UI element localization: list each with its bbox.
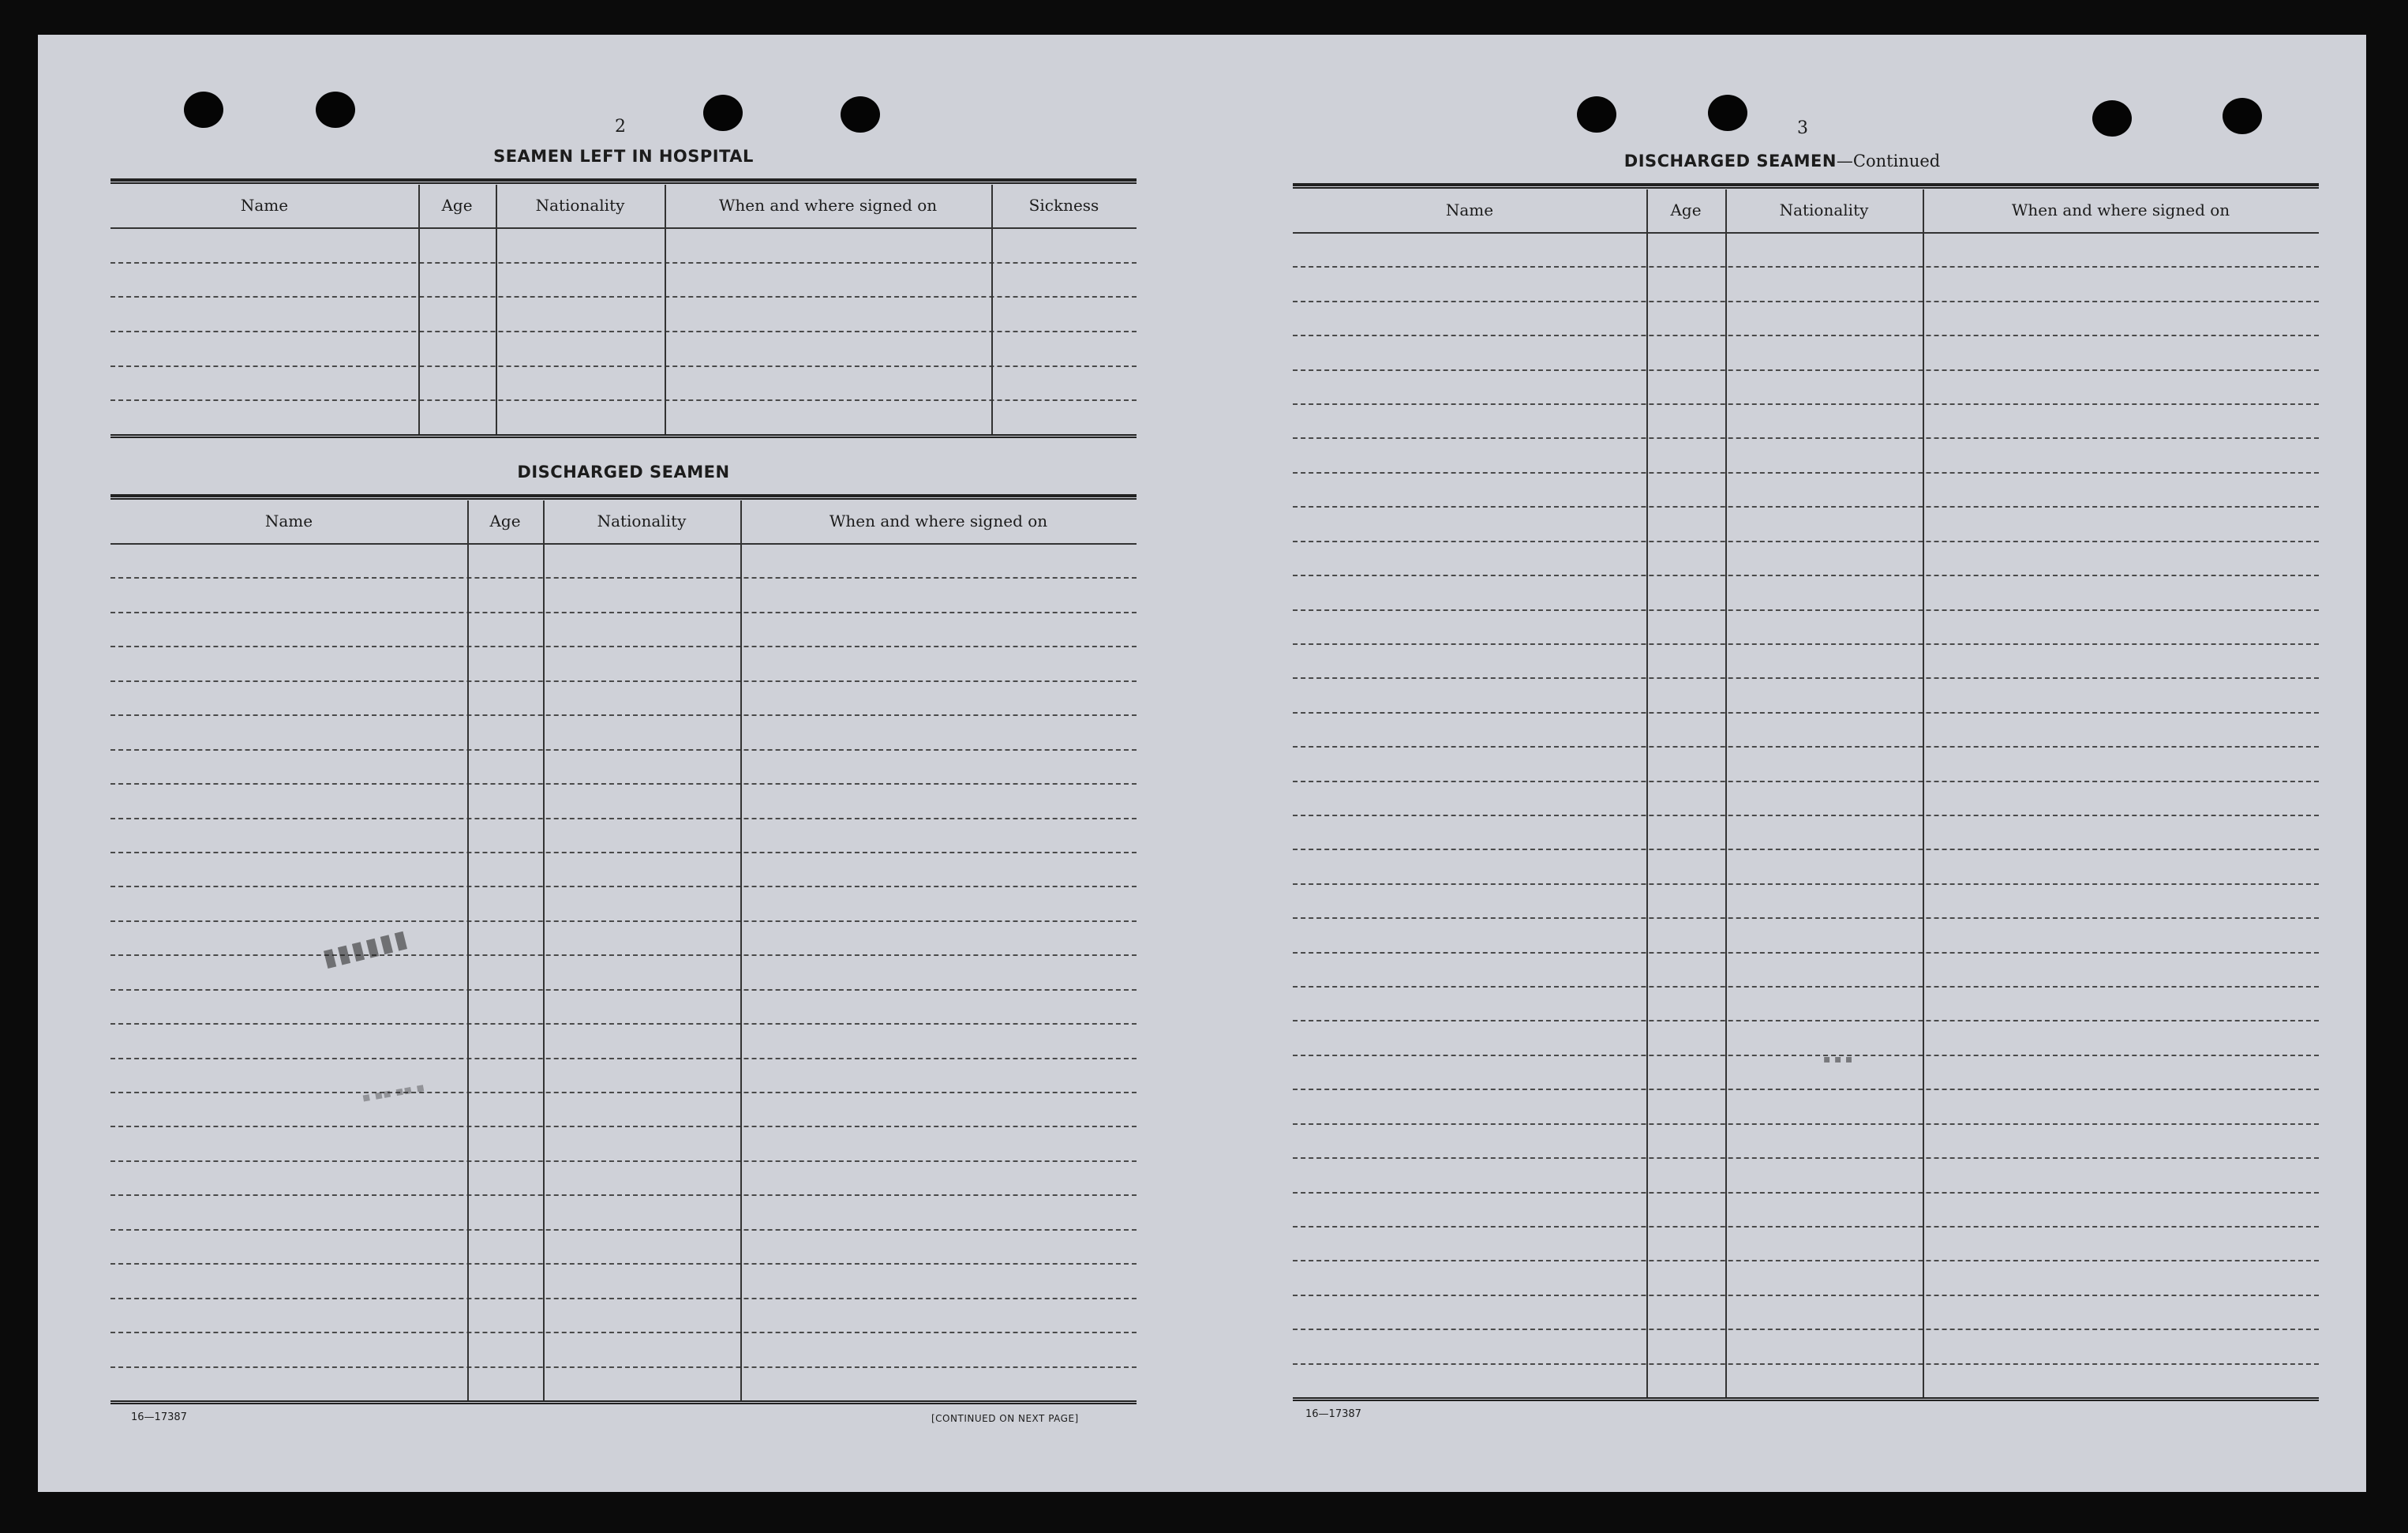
ink-smudge: ▪ ▪▪ ▪▪ ▪	[360, 1079, 426, 1105]
table-row-rule	[110, 852, 1137, 853]
column-divider	[496, 185, 497, 434]
hospital-table	[110, 178, 1137, 482]
table-row-rule	[1293, 1020, 2319, 1021]
table-row-rule	[1293, 506, 2319, 508]
table-row-rule	[110, 714, 1137, 716]
hospital-section-title: SEAMEN LEFT IN HOSPITAL	[493, 147, 754, 166]
column-header: When and where signed on	[829, 512, 1048, 530]
table-top-rule	[110, 494, 1137, 500]
discharged-continued-table	[1293, 183, 2319, 1402]
ink-speck: ▪ ▪ ▪	[1823, 1053, 1853, 1066]
column-divider	[665, 185, 666, 434]
table-row-rule	[110, 1194, 1137, 1196]
column-divider	[1725, 189, 1727, 1397]
table-row-rule	[1293, 815, 2319, 816]
table-row-rule	[110, 1263, 1137, 1265]
column-header: Sickness	[1028, 196, 1099, 215]
header-divider	[110, 227, 1137, 229]
table-row-rule	[1293, 781, 2319, 782]
table-row-rule	[1293, 1192, 2319, 1194]
table-top-rule	[110, 178, 1137, 184]
ink-smudge: ▮▮▮▮▮▮	[320, 924, 412, 973]
table-row-rule	[1293, 677, 2319, 679]
page-number-right: 3	[1797, 118, 1808, 138]
table-bottom-rule	[110, 1400, 1137, 1404]
table-row-rule	[110, 577, 1137, 579]
table-row-rule	[1293, 952, 2319, 954]
column-header: When and where signed on	[718, 196, 938, 215]
table-row-rule	[1293, 609, 2319, 611]
column-divider	[1923, 189, 1924, 1397]
continued-note: [CONTINUED ON NEXT PAGE]	[931, 1413, 1079, 1424]
discharged-section-title: DISCHARGED SEAMEN	[517, 463, 730, 482]
column-header: Age	[1670, 201, 1702, 219]
table-row-rule	[1293, 1123, 2319, 1125]
punch-hole	[1708, 95, 1747, 131]
table-row-rule	[110, 818, 1137, 819]
column-divider	[991, 185, 993, 434]
table-row-rule	[1293, 1226, 2319, 1228]
header-divider	[1293, 232, 2319, 234]
table-row-rule	[110, 1092, 1137, 1093]
header-divider	[110, 543, 1137, 545]
table-row-rule	[110, 920, 1137, 922]
punch-hole	[184, 92, 223, 128]
table-row-rule	[1293, 1157, 2319, 1159]
table-row-rule	[1293, 575, 2319, 576]
table-row-rule	[110, 1058, 1137, 1059]
table-row-rule	[110, 365, 1137, 367]
table-row-rule	[1293, 472, 2319, 474]
column-header: Name	[264, 512, 313, 530]
table-row-rule	[1293, 643, 2319, 645]
table-row-rule	[1293, 1089, 2319, 1090]
table-row-rule	[110, 680, 1137, 682]
column-header: Nationality	[1779, 201, 1869, 219]
table-row-rule	[110, 749, 1137, 751]
table-row-rule	[1293, 746, 2319, 748]
table-row-rule	[110, 1229, 1137, 1231]
table-row-rule	[1293, 335, 2319, 336]
table-row-rule	[110, 989, 1137, 991]
table-row-rule	[110, 1023, 1137, 1025]
column-divider	[543, 500, 545, 1400]
table-row-rule	[1293, 403, 2319, 405]
punch-hole	[2092, 100, 2132, 137]
table-row-rule	[1293, 883, 2319, 885]
table-row-rule	[1293, 1363, 2319, 1365]
column-divider	[740, 500, 742, 1400]
table-row-rule	[110, 296, 1137, 298]
table-row-rule	[110, 331, 1137, 332]
page-number-left: 2	[615, 117, 626, 137]
form-number-left: 16—17387	[131, 1411, 187, 1423]
table-row-rule	[1293, 1055, 2319, 1056]
column-divider	[418, 185, 420, 434]
table-row-rule	[110, 886, 1137, 887]
column-header: Name	[1445, 201, 1494, 219]
table-row-rule	[110, 646, 1137, 647]
table-row-rule	[110, 1126, 1137, 1127]
table-row-rule	[1293, 1260, 2319, 1261]
column-header: Age	[441, 196, 473, 215]
discharged-table	[110, 494, 1137, 1404]
table-row-rule	[1293, 266, 2319, 268]
table-row-rule	[1293, 369, 2319, 371]
column-divider	[1646, 189, 1648, 1397]
table-row-rule	[110, 1366, 1137, 1368]
punch-hole	[1577, 96, 1616, 133]
table-row-rule	[110, 783, 1137, 785]
table-row-rule	[110, 399, 1137, 401]
discharged-continued-title-main: DISCHARGED SEAMEN	[1623, 152, 1837, 171]
table-row-rule	[110, 612, 1137, 613]
punch-hole	[703, 95, 743, 131]
table-row-rule	[110, 954, 1137, 956]
table-bottom-rule	[110, 434, 1137, 438]
table-row-rule	[1293, 301, 2319, 302]
table-row-rule	[1293, 541, 2319, 542]
table-row-rule	[110, 1160, 1137, 1162]
column-header: When and where signed on	[2011, 201, 2230, 219]
column-header: Age	[489, 512, 521, 530]
punch-hole	[2223, 98, 2262, 134]
table-row-rule	[1293, 986, 2319, 988]
table-bottom-rule	[1293, 1397, 2319, 1401]
form-sheet	[38, 35, 2366, 1492]
table-row-rule	[1293, 917, 2319, 919]
continued-suffix: —Continued	[1836, 152, 1941, 171]
discharged-continued-title	[1522, 152, 2043, 171]
table-row-rule	[110, 262, 1137, 264]
column-divider	[467, 500, 469, 1400]
table-row-rule	[1293, 1329, 2319, 1330]
column-header: Name	[240, 196, 289, 215]
column-header: Nationality	[597, 512, 687, 530]
table-row-rule	[110, 1332, 1137, 1333]
column-header: Nationality	[535, 196, 625, 215]
table-row-rule	[110, 1298, 1137, 1299]
punch-hole	[841, 96, 880, 133]
table-row-rule	[1293, 849, 2319, 850]
table-row-rule	[1293, 437, 2319, 439]
table-row-rule	[1293, 1295, 2319, 1296]
table-row-rule	[1293, 712, 2319, 714]
table-top-rule	[1293, 183, 2319, 189]
punch-hole	[316, 92, 355, 128]
form-number-right: 16—17387	[1305, 1408, 1361, 1420]
